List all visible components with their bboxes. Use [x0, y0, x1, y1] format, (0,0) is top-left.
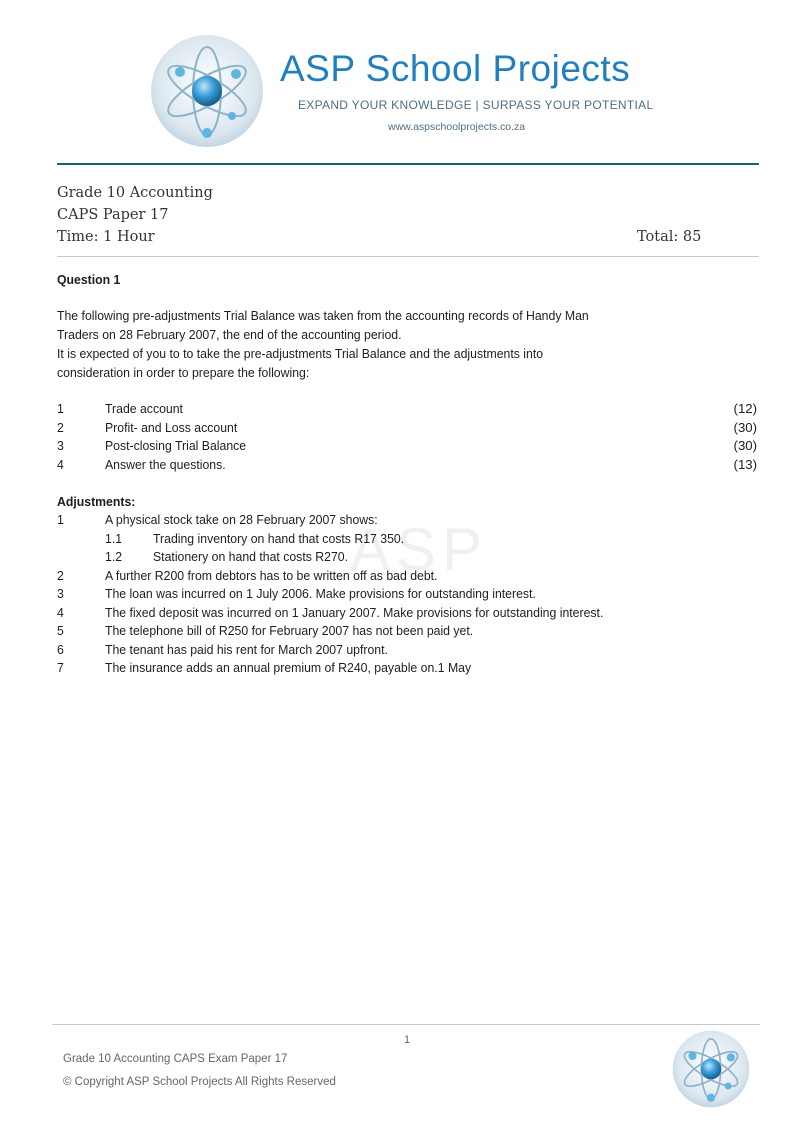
footer-copyright: © Copyright ASP School Projects All Rights Reserved [63, 1076, 336, 1088]
total-label: Total: 85 [637, 229, 702, 245]
adjustment-number: 2 [57, 568, 64, 583]
task-marks: (13) [733, 457, 757, 472]
meta-divider [57, 256, 759, 257]
adjustment-number: 4 [57, 605, 64, 620]
adjustment-text: The telephone bill of R250 for February 2007 has not been paid yet. [105, 623, 474, 638]
adjustment-text: Trading inventory on hand that costs R17 350. [153, 531, 405, 546]
adjustment-text: The tenant has paid his rent for March 2007 upfront. [105, 642, 388, 657]
task-number: 2 [57, 420, 64, 435]
grade-label: Grade 10 Accounting [57, 185, 213, 201]
task-text: Post-closing Trial Balance [105, 438, 247, 453]
footer-divider [52, 1024, 760, 1025]
adjustment-number: 3 [57, 586, 64, 601]
adjustment-text: The loan was incurred on 1 July 2006. Make provisions for outstanding interest. [105, 586, 536, 601]
task-number: 4 [57, 457, 64, 472]
task-text: Profit- and Loss account [105, 420, 238, 435]
task-number: 3 [57, 438, 64, 453]
adjustment-text: The fixed deposit was incurred on 1 January 2007. Make provisions for outstanding interest. [105, 605, 604, 620]
adjustment-number: 6 [57, 642, 64, 657]
atom-logo-icon [672, 1030, 750, 1108]
task-marks: (30) [733, 438, 757, 453]
adjustment-number: 7 [57, 660, 64, 675]
brand-title: ASP School Projects [280, 48, 631, 89]
task-text: Answer the questions. [105, 457, 226, 472]
task-text: Trade account [105, 401, 183, 416]
adjustments-heading: Adjustments: [57, 494, 136, 509]
watermark: ASP [350, 516, 489, 583]
intro-line: consideration in order to prepare the following: [57, 365, 310, 380]
adjustment-text: Stationery on hand that costs R270. [153, 549, 348, 564]
adjustment-number: 5 [57, 623, 64, 638]
time-label: Time: 1 Hour [57, 229, 155, 245]
header-divider [57, 163, 759, 165]
adjustment-text: The insurance adds an annual premium of R240, payable on.1 May [105, 660, 472, 675]
atom-logo-icon [150, 34, 264, 148]
paper-label: CAPS Paper 17 [57, 207, 169, 223]
intro-line: Traders on 28 February 2007, the end of the accounting period. [57, 327, 402, 342]
question-heading: Question 1 [57, 272, 121, 287]
adjustment-text: A physical stock take on 28 February 2007 shows: [105, 512, 378, 527]
brand-url[interactable]: www.aspschoolprojects.co.za [388, 121, 526, 133]
adjustment-number: 1.2 [105, 549, 123, 564]
task-number: 1 [57, 401, 64, 416]
intro-line: It is expected of you to to take the pre-adjustments Trial Balance and the adjustments into [57, 346, 544, 361]
adjustment-number: 1 [57, 512, 64, 527]
page-number: 1 [404, 1034, 411, 1046]
task-marks: (30) [733, 420, 757, 435]
adjustment-number: 1.1 [105, 531, 123, 546]
brand-tagline: EXPAND YOUR KNOWLEDGE | SURPASS YOUR POTENTIAL [298, 98, 654, 112]
adjustment-text: A further R200 from debtors has to be written off as bad debt. [105, 568, 438, 583]
footer-paper-title: Grade 10 Accounting CAPS Exam Paper 17 [63, 1053, 288, 1065]
task-marks: (12) [733, 401, 757, 416]
intro-line: The following pre-adjustments Trial Balance was taken from the accounting records of Handy Man [57, 308, 589, 323]
